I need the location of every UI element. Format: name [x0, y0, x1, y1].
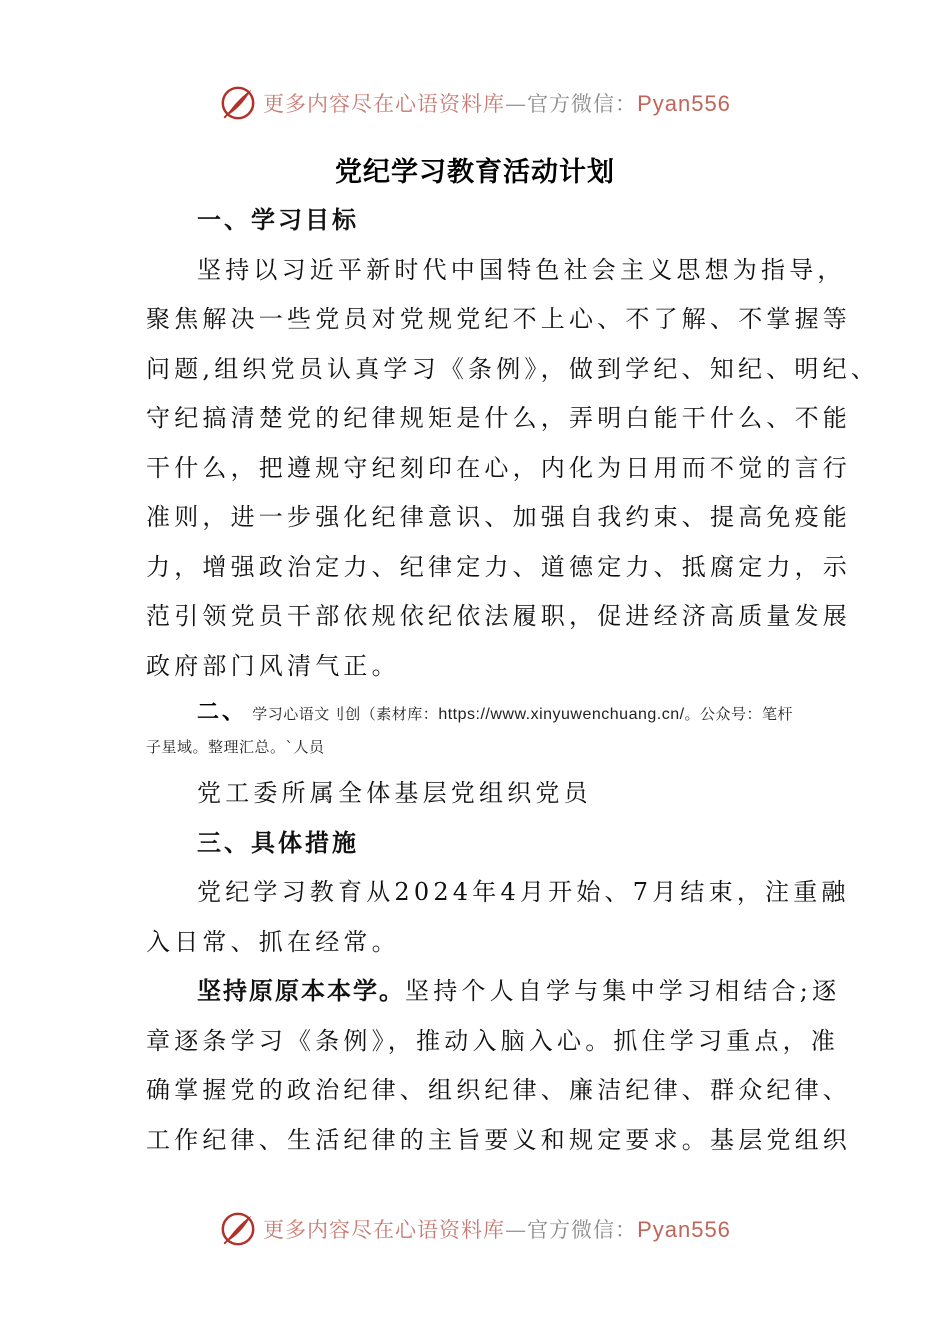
- section1-heading: 一、学习目标: [197, 206, 359, 234]
- section1-line: 政府部门风清气正。: [146, 651, 400, 680]
- section3-sub-line: 章逐条学习《条例》，推动入脑入心。抓住学习重点，准: [146, 1026, 839, 1055]
- section2-note-line2: 子星域。整理汇总。`人员: [146, 738, 325, 756]
- banner-prefix: 更多内容尽在心语资料库: [263, 1218, 506, 1242]
- section3-sub-text: 坚持个人自学与集中学习相结合;逐: [405, 977, 841, 1005]
- section3-line: 入日常、抓在经常。: [146, 927, 400, 956]
- document-body: [146, 196, 880, 1165]
- section2-heading: 二、: [197, 700, 248, 725]
- section1-line: 坚持以习近平新时代中国特色社会主义思想为指导，: [197, 255, 846, 284]
- quill-pen-logo-icon: [219, 1210, 257, 1248]
- banner-separator: —: [505, 92, 528, 116]
- section1-line: 聚焦解决一些党员对党规党纪不上心、不了解、不掌握等: [146, 305, 851, 333]
- section1-line: 守纪搞清楚党的纪律规矩是什么，弄明白能干什么、不能: [146, 404, 851, 432]
- section1-line: 力，增强政治定力、纪律定力、道德定力、抵腐定力，示: [146, 552, 851, 581]
- quill-pen-logo-icon: [219, 84, 257, 122]
- banner-label: 官方微信：: [527, 1218, 638, 1242]
- section1-line: 范引领党员干部依规依纪依法履职，促进经济高质量发展: [146, 602, 851, 630]
- section3-heading: 三、具体措施: [197, 828, 359, 857]
- section3-sub-line: 确掌握党的政治纪律、组织纪律、廉洁纪律、群众纪律、: [146, 1076, 851, 1104]
- section2-heading-line: [146, 697, 814, 731]
- banner-account: Pyan556: [637, 1217, 731, 1242]
- banner-text: [263, 1214, 731, 1244]
- header-watermark-banner: [0, 78, 950, 128]
- section3-sub-first-line: [146, 967, 841, 1017]
- source-url-text: https://www.xinyuwenchuang.cn/: [438, 706, 685, 723]
- banner-prefix: 更多内容尽在心语资料库: [263, 92, 506, 116]
- section1-line: 问题,组织党员认真学习《条例》，做到学纪、知纪、明纪、: [146, 354, 880, 383]
- section2-note-prefix: 学习心语文刂创（素材库：: [252, 705, 439, 723]
- section1-line: 准则，进一步强化纪律意识、加强自我约束、提高免疫能: [146, 503, 851, 531]
- section1-line: 干什么，把遵规守纪刻印在心，内化为日用而不觉的言行: [146, 453, 851, 482]
- banner-account: Pyan556: [637, 91, 731, 116]
- section2-line: 党工委所属全体基层党组织党员: [197, 779, 592, 807]
- banner-label: 官方微信：: [527, 92, 638, 116]
- footer-watermark-banner: [0, 1204, 950, 1254]
- document-title: 党纪学习教育活动计划: [335, 157, 615, 188]
- banner-text: [263, 88, 731, 118]
- section2-heading-block: [146, 697, 814, 763]
- section3-sub-line: 工作纪律、生活纪律的主旨要义和规定要求。基层党组织: [146, 1125, 851, 1154]
- section2-note-suffix: 。公众号：笔杆: [684, 705, 794, 723]
- section3-line: 党纪学习教育从2024年4月开始、7月结束，注重融: [197, 878, 850, 906]
- banner-separator: —: [505, 1218, 528, 1242]
- section3-sub-heading: 坚持原原本本学。: [197, 977, 405, 1005]
